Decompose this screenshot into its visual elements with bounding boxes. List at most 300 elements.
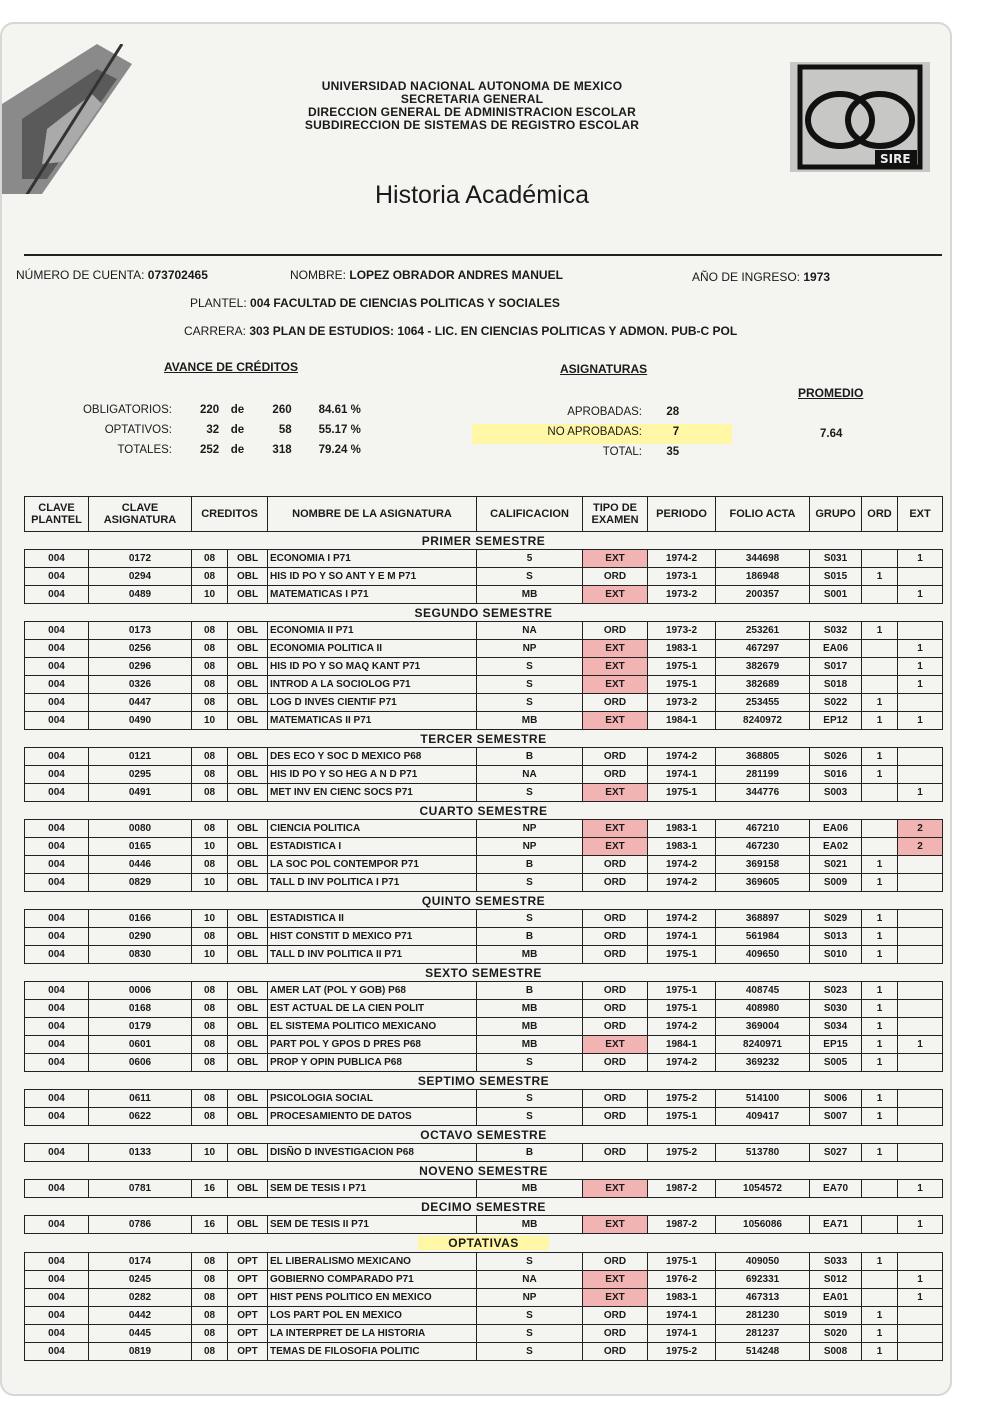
cell-creditos: 08 — [192, 1036, 228, 1054]
cell-clave: 0445 — [89, 1325, 192, 1343]
cell-periodo: 1983-1 — [648, 838, 716, 856]
cell-ord: 1 — [862, 694, 898, 712]
col-creditos: CREDITOS — [192, 497, 268, 532]
cell-tipo-examen: EXT — [583, 586, 648, 604]
cell-calificacion: MB — [477, 1000, 583, 1018]
cell-ext: 1 — [898, 712, 943, 730]
cell-creditos: 16 — [192, 1180, 228, 1198]
cell-periodo: 1976-2 — [648, 1271, 716, 1289]
cell-ord: 1 — [862, 766, 898, 784]
cell-calificacion: NA — [477, 622, 583, 640]
cell-periodo: 1974-2 — [648, 1054, 716, 1072]
cell-plantel: 004 — [25, 550, 89, 568]
cell-ord — [862, 838, 898, 856]
cell-creditos: 10 — [192, 1144, 228, 1162]
unam-shield-logo — [2, 44, 132, 194]
cell-tipo-examen: EXT — [583, 838, 648, 856]
cell-grupo: S015 — [810, 568, 862, 586]
cell-clave: 0006 — [89, 982, 192, 1000]
cell-tipo: OBL — [228, 622, 268, 640]
cell-tipo-examen: EXT — [583, 550, 648, 568]
cell-tipo: OBL — [228, 1108, 268, 1126]
cell-clave: 0166 — [89, 910, 192, 928]
cell-calificacion: S — [477, 874, 583, 892]
cell-ord — [862, 550, 898, 568]
cell-folio: 281237 — [716, 1325, 810, 1343]
table-row — [25, 658, 943, 676]
cell-clave: 0446 — [89, 856, 192, 874]
cell-plantel: 004 — [25, 820, 89, 838]
cell-ext — [898, 694, 943, 712]
cell-calificacion: MB — [477, 946, 583, 964]
table-row — [25, 712, 943, 730]
cell-grupo: S007 — [810, 1108, 862, 1126]
cell-creditos: 08 — [192, 568, 228, 586]
cell-calificacion: S — [477, 1253, 583, 1271]
cell-tipo: OBL — [228, 640, 268, 658]
table-row — [25, 946, 943, 964]
cell-periodo: 1974-2 — [648, 874, 716, 892]
cell-plantel: 004 — [25, 766, 89, 784]
cell-grupo: EA06 — [810, 640, 862, 658]
cell-calificacion: MB — [477, 1180, 583, 1198]
cell-plantel: 004 — [25, 1018, 89, 1036]
cell-ord: 1 — [862, 1343, 898, 1361]
cell-clave: 0447 — [89, 694, 192, 712]
cell-folio: 8240971 — [716, 1036, 810, 1054]
cell-tipo-examen: ORD — [583, 1253, 648, 1271]
cell-grupo: S018 — [810, 676, 862, 694]
semester-heading — [25, 892, 943, 910]
credits-progress-title: AVANCE DE CRÉDITOS — [164, 360, 299, 374]
institution-header — [282, 80, 662, 132]
semester-title: DECIMO SEMESTRE — [421, 1199, 546, 1214]
cell-creditos: 08 — [192, 1325, 228, 1343]
cell-periodo: 1974-1 — [648, 1325, 716, 1343]
cell-ord — [862, 658, 898, 676]
cell-periodo: 1974-2 — [648, 550, 716, 568]
cell-tipo-examen: EXT — [583, 1216, 648, 1234]
cell-tipo: OBL — [228, 550, 268, 568]
col-nombre: NOMBRE DE LA ASIGNATURA — [268, 497, 477, 532]
col-folio-acta: FOLIO ACTA — [716, 497, 810, 532]
cell-folio: 344776 — [716, 784, 810, 802]
career: CARRERA: 303 PLAN DE ESTUDIOS: 1064 - LIC. EN CIENCIAS POLITICAS Y ADMON. PUB-C POL — [184, 324, 738, 338]
cell-periodo: 1987-2 — [648, 1216, 716, 1234]
cell-periodo: 1975-1 — [648, 946, 716, 964]
cell-clave: 0611 — [89, 1090, 192, 1108]
cell-nombre: HIS ID PO Y SO HEG A N D P71 — [268, 766, 477, 784]
cell-tipo: OBL — [228, 1000, 268, 1018]
cell-nombre: PART POL Y GPOS D PRES P68 — [268, 1036, 477, 1054]
cell-ext — [898, 928, 943, 946]
cell-grupo: S010 — [810, 946, 862, 964]
cell-nombre: PROCESAMIENTO DE DATOS — [268, 1108, 477, 1126]
cell-nombre: ECONOMIA II P71 — [268, 622, 477, 640]
cell-plantel: 004 — [25, 748, 89, 766]
cell-calificacion: S — [477, 1325, 583, 1343]
cell-nombre: EL SISTEMA POLITICO MEXICANO — [268, 1018, 477, 1036]
subjects-total: TOTAL: 35 — [602, 446, 680, 458]
student-name: NOMBRE: LOPEZ OBRADOR ANDRES MANUEL — [290, 268, 563, 282]
cell-tipo: OBL — [228, 1036, 268, 1054]
cell-folio: 409417 — [716, 1108, 810, 1126]
table-row — [25, 1000, 943, 1018]
cell-nombre: SEM DE TESIS I P71 — [268, 1180, 477, 1198]
cell-plantel: 004 — [25, 856, 89, 874]
cell-nombre: TALL D INV POLITICA I P71 — [268, 874, 477, 892]
cell-calificacion: B — [477, 1144, 583, 1162]
cell-calificacion: B — [477, 982, 583, 1000]
cell-tipo-examen: ORD — [583, 1108, 648, 1126]
cell-plantel: 004 — [25, 640, 89, 658]
cell-ext: 2 — [898, 820, 943, 838]
cell-nombre: EL LIBERALISMO MEXICANO — [268, 1253, 477, 1271]
cell-creditos: 08 — [192, 982, 228, 1000]
cell-creditos: 10 — [192, 874, 228, 892]
cell-grupo: S023 — [810, 982, 862, 1000]
cell-creditos: 08 — [192, 1343, 228, 1361]
cell-ext — [898, 1108, 943, 1126]
cell-calificacion: S — [477, 784, 583, 802]
cell-nombre: LA INTERPRET DE LA HISTORIA — [268, 1325, 477, 1343]
cell-clave: 0165 — [89, 838, 192, 856]
cell-ord: 1 — [862, 622, 898, 640]
cell-ext: 1 — [898, 550, 943, 568]
cell-periodo: 1974-1 — [648, 766, 716, 784]
cell-tipo-examen: ORD — [583, 874, 648, 892]
cell-nombre: PROP Y OPIN PUBLICA P68 — [268, 1054, 477, 1072]
cell-tipo-examen: ORD — [583, 748, 648, 766]
cell-ext — [898, 1018, 943, 1036]
cell-creditos: 08 — [192, 1307, 228, 1325]
cell-tipo: OPT — [228, 1271, 268, 1289]
cell-grupo: S001 — [810, 586, 862, 604]
cell-tipo-examen: ORD — [583, 1054, 648, 1072]
cell-nombre: LOS PART POL EN MEXICO — [268, 1307, 477, 1325]
cell-tipo-examen: EXT — [583, 658, 648, 676]
cell-clave: 0168 — [89, 1000, 192, 1018]
cell-calificacion: B — [477, 856, 583, 874]
cell-tipo-examen: EXT — [583, 640, 648, 658]
table-row — [25, 1307, 943, 1325]
cell-ord: 1 — [862, 568, 898, 586]
divider — [24, 254, 942, 256]
cell-calificacion: NA — [477, 1271, 583, 1289]
cell-creditos: 08 — [192, 1000, 228, 1018]
table-row — [25, 910, 943, 928]
cell-creditos: 08 — [192, 1108, 228, 1126]
cell-tipo: OPT — [228, 1307, 268, 1325]
header-line-2: SECRETARIA GENERAL — [400, 92, 544, 106]
semester-title: OPTATIVAS — [418, 1236, 549, 1250]
cell-creditos: 08 — [192, 1054, 228, 1072]
cell-nombre: ESTADISTICA I — [268, 838, 477, 856]
cell-grupo: EA01 — [810, 1289, 862, 1307]
cell-folio: 382679 — [716, 658, 810, 676]
cell-plantel: 004 — [25, 1180, 89, 1198]
cell-folio: 186948 — [716, 568, 810, 586]
cell-ord — [862, 1216, 898, 1234]
cell-ext: 2 — [898, 838, 943, 856]
cell-tipo: OBL — [228, 766, 268, 784]
cell-ext: 1 — [898, 586, 943, 604]
cell-periodo: 1975-2 — [648, 1343, 716, 1361]
table-row — [25, 1018, 943, 1036]
account-number: NÚMERO DE CUENTA: 073702465 — [16, 268, 208, 282]
col-periodo: PERIODO — [648, 497, 716, 532]
cell-grupo: S030 — [810, 1000, 862, 1018]
cell-plantel: 004 — [25, 1036, 89, 1054]
cell-periodo: 1984-1 — [648, 1036, 716, 1054]
cell-plantel: 004 — [25, 568, 89, 586]
cell-tipo: OBL — [228, 820, 268, 838]
cell-folio: 200357 — [716, 586, 810, 604]
col-calificacion: CALIFICACION — [477, 497, 583, 532]
cell-ord: 1 — [862, 748, 898, 766]
cell-grupo: S032 — [810, 622, 862, 640]
cell-grupo: S008 — [810, 1343, 862, 1361]
cell-tipo-examen: EXT — [583, 784, 648, 802]
semester-heading — [25, 1198, 943, 1216]
cell-folio: 344698 — [716, 550, 810, 568]
cell-ord — [862, 820, 898, 838]
cell-clave: 0172 — [89, 550, 192, 568]
cell-grupo: S016 — [810, 766, 862, 784]
cell-tipo: OBL — [228, 1090, 268, 1108]
cell-periodo: 1974-2 — [648, 910, 716, 928]
cell-ext — [898, 568, 943, 586]
cell-tipo-examen: ORD — [583, 1090, 648, 1108]
cell-ext: 1 — [898, 1271, 943, 1289]
cell-folio: 368805 — [716, 748, 810, 766]
cell-plantel: 004 — [25, 658, 89, 676]
cell-plantel: 004 — [25, 1325, 89, 1343]
semester-title: OCTAVO SEMESTRE — [420, 1127, 547, 1142]
cell-tipo-examen: ORD — [583, 766, 648, 784]
cell-tipo: OPT — [228, 1325, 268, 1343]
cell-tipo-examen: ORD — [583, 910, 648, 928]
cell-ord: 1 — [862, 946, 898, 964]
sire-seal-logo — [780, 52, 940, 182]
cell-calificacion: NA — [477, 766, 583, 784]
cell-folio: 369605 — [716, 874, 810, 892]
cell-nombre: LOG D INVES CIENTIF P71 — [268, 694, 477, 712]
cell-grupo: EA02 — [810, 838, 862, 856]
cell-grupo: S027 — [810, 1144, 862, 1162]
cell-periodo: 1975-1 — [648, 1000, 716, 1018]
cell-nombre: MET INV EN CIENC SOCS P71 — [268, 784, 477, 802]
cell-tipo: OBL — [228, 1144, 268, 1162]
semester-heading — [25, 730, 943, 748]
cell-calificacion: S — [477, 1054, 583, 1072]
cell-tipo-examen: EXT — [583, 1289, 648, 1307]
cell-grupo: S003 — [810, 784, 862, 802]
cell-clave: 0282 — [89, 1289, 192, 1307]
cell-plantel: 004 — [25, 874, 89, 892]
cell-calificacion: NP — [477, 1289, 583, 1307]
cell-ext: 1 — [898, 1289, 943, 1307]
cell-nombre: TALL D INV POLITICA II P71 — [268, 946, 477, 964]
table-row — [25, 622, 943, 640]
cell-ord: 1 — [862, 1090, 898, 1108]
cell-grupo: S031 — [810, 550, 862, 568]
average-value: 7.64 — [820, 428, 843, 440]
cell-folio: 8240972 — [716, 712, 810, 730]
table-row — [25, 1253, 943, 1271]
cell-periodo: 1973-1 — [648, 568, 716, 586]
cell-calificacion: MB — [477, 1036, 583, 1054]
cell-clave: 0489 — [89, 586, 192, 604]
cell-tipo-examen: ORD — [583, 622, 648, 640]
cell-nombre: HIS ID PO Y SO ANT Y E M P71 — [268, 568, 477, 586]
semester-heading — [25, 1126, 943, 1144]
cell-nombre: ECONOMIA I P71 — [268, 550, 477, 568]
cell-ext: 1 — [898, 784, 943, 802]
cell-folio: 467230 — [716, 838, 810, 856]
table-row — [25, 838, 943, 856]
cell-grupo: S005 — [810, 1054, 862, 1072]
svg-text:SIRE: SIRE — [880, 152, 911, 166]
cell-grupo: EA70 — [810, 1180, 862, 1198]
cell-tipo: OBL — [228, 748, 268, 766]
cell-folio: 369232 — [716, 1054, 810, 1072]
cell-clave: 0174 — [89, 1253, 192, 1271]
cell-ord — [862, 586, 898, 604]
cell-clave: 0294 — [89, 568, 192, 586]
semester-heading — [25, 964, 943, 982]
cell-nombre: INTROD A LA SOCIOLOG P71 — [268, 676, 477, 694]
table-row — [25, 1090, 943, 1108]
cell-ext — [898, 982, 943, 1000]
cell-clave: 0819 — [89, 1343, 192, 1361]
cell-tipo: OPT — [228, 1289, 268, 1307]
cell-grupo: S006 — [810, 1090, 862, 1108]
cell-ext: 1 — [898, 1180, 943, 1198]
cell-ord: 1 — [862, 1253, 898, 1271]
cell-plantel: 004 — [25, 1289, 89, 1307]
cell-periodo: 1973-2 — [648, 586, 716, 604]
cell-periodo: 1975-1 — [648, 1253, 716, 1271]
table-row — [25, 1271, 943, 1289]
cell-periodo: 1983-1 — [648, 820, 716, 838]
cell-folio: 467297 — [716, 640, 810, 658]
cell-tipo-examen: ORD — [583, 1325, 648, 1343]
semester-title: PRIMER SEMESTRE — [421, 533, 546, 548]
cell-ext: 1 — [898, 658, 943, 676]
cell-nombre: DISÑO D INVESTIGACION P68 — [268, 1144, 477, 1162]
cell-grupo: S021 — [810, 856, 862, 874]
cell-folio: 408745 — [716, 982, 810, 1000]
table-row — [25, 766, 943, 784]
cell-clave: 0173 — [89, 622, 192, 640]
cell-plantel: 004 — [25, 622, 89, 640]
cell-folio: 513780 — [716, 1144, 810, 1162]
cell-clave: 0133 — [89, 1144, 192, 1162]
cell-ext — [898, 1253, 943, 1271]
semester-title: SEGUNDO SEMESTRE — [414, 605, 553, 620]
cell-plantel: 004 — [25, 676, 89, 694]
cell-creditos: 08 — [192, 766, 228, 784]
cell-clave: 0829 — [89, 874, 192, 892]
cell-ord: 1 — [862, 1036, 898, 1054]
cell-plantel: 004 — [25, 1090, 89, 1108]
cell-creditos: 08 — [192, 1018, 228, 1036]
cell-periodo: 1975-1 — [648, 1108, 716, 1126]
cell-ord: 1 — [862, 1054, 898, 1072]
cell-plantel: 004 — [25, 1054, 89, 1072]
cell-periodo: 1975-2 — [648, 1144, 716, 1162]
cell-creditos: 08 — [192, 1253, 228, 1271]
cell-grupo: S012 — [810, 1271, 862, 1289]
cell-creditos: 08 — [192, 640, 228, 658]
cell-folio: 408980 — [716, 1000, 810, 1018]
cell-tipo: OBL — [228, 856, 268, 874]
cell-ord — [862, 1180, 898, 1198]
cell-tipo: OBL — [228, 784, 268, 802]
table-row — [25, 640, 943, 658]
cell-grupo: S022 — [810, 694, 862, 712]
cell-ord: 1 — [862, 1108, 898, 1126]
cell-grupo: S019 — [810, 1307, 862, 1325]
cell-grupo: S033 — [810, 1253, 862, 1271]
table-row — [25, 1108, 943, 1126]
cell-tipo: OBL — [228, 676, 268, 694]
cell-creditos: 10 — [192, 910, 228, 928]
semester-title: TERCER SEMESTRE — [420, 731, 547, 746]
cell-plantel: 004 — [25, 838, 89, 856]
cell-ord: 1 — [862, 982, 898, 1000]
cell-tipo-examen: ORD — [583, 946, 648, 964]
semester-heading — [25, 532, 943, 550]
cell-nombre: AMER LAT (POL Y GOB) P68 — [268, 982, 477, 1000]
cell-periodo: 1975-1 — [648, 658, 716, 676]
cell-tipo: OBL — [228, 1180, 268, 1198]
cell-grupo: S017 — [810, 658, 862, 676]
cell-tipo: OBL — [228, 694, 268, 712]
cell-nombre: ECONOMIA POLITICA II — [268, 640, 477, 658]
cell-calificacion: NP — [477, 820, 583, 838]
cell-periodo: 1974-1 — [648, 1307, 716, 1325]
table-row — [25, 874, 943, 892]
table-row — [25, 1289, 943, 1307]
average-title: PROMEDIO — [798, 386, 864, 400]
cell-folio: 467210 — [716, 820, 810, 838]
cell-calificacion: S — [477, 694, 583, 712]
cell-tipo-examen: EXT — [583, 820, 648, 838]
cell-calificacion: S — [477, 1108, 583, 1126]
cell-grupo: S026 — [810, 748, 862, 766]
col-tipo-examen: TIPO DE EXAMEN — [583, 497, 648, 532]
cell-folio: 368897 — [716, 910, 810, 928]
cell-tipo-examen: EXT — [583, 712, 648, 730]
cell-tipo-examen: ORD — [583, 1343, 648, 1361]
semester-title: CUARTO SEMESTRE — [419, 803, 548, 818]
cell-ext — [898, 1343, 943, 1361]
semester-heading — [25, 604, 943, 622]
cell-periodo: 1975-1 — [648, 784, 716, 802]
cell-plantel: 004 — [25, 1307, 89, 1325]
cell-tipo: OBL — [228, 928, 268, 946]
cell-periodo: 1973-2 — [648, 622, 716, 640]
cell-ord: 1 — [862, 1018, 898, 1036]
semester-title: SEXTO SEMESTRE — [425, 965, 542, 980]
cell-ord: 1 — [862, 856, 898, 874]
cell-ext — [898, 1144, 943, 1162]
cell-creditos: 08 — [192, 820, 228, 838]
cell-clave: 0326 — [89, 676, 192, 694]
semester-heading — [25, 1234, 943, 1253]
